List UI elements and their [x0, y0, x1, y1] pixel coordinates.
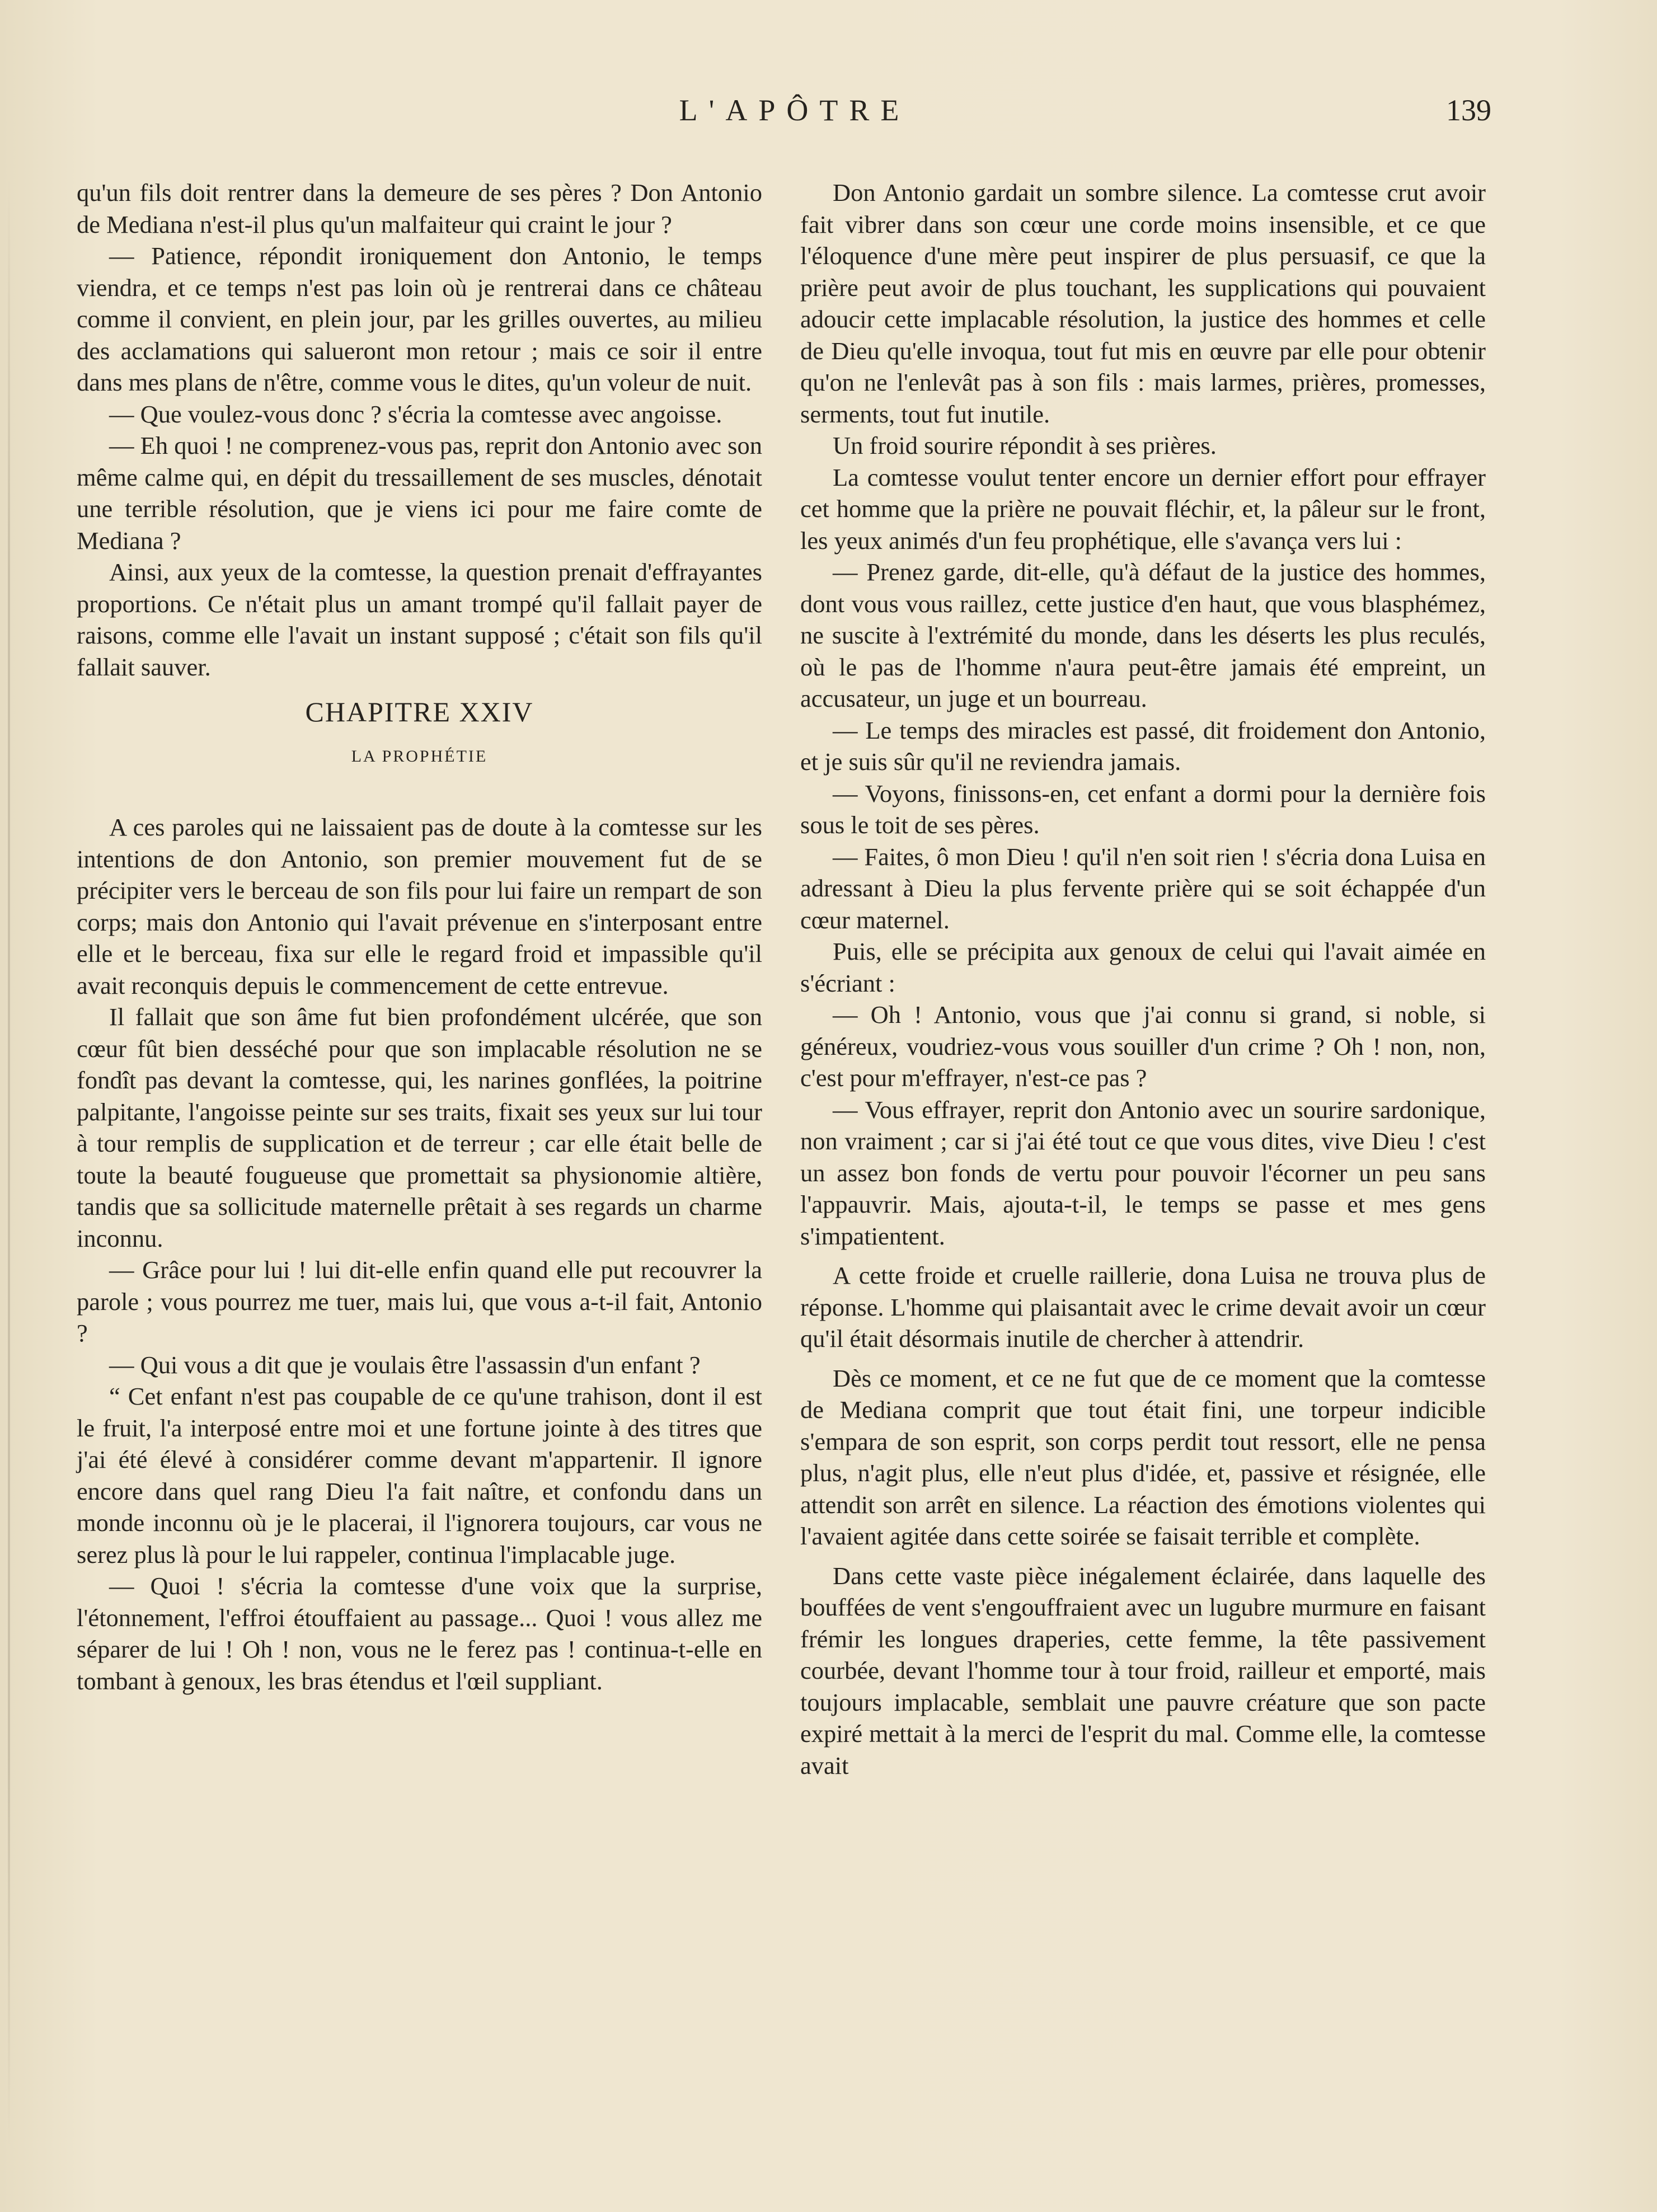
running-title: L'APÔTRE — [679, 93, 910, 127]
paragraph: Un froid sourire répondit à ses prières. — [833, 431, 1217, 459]
paragraph: — Oh ! Antonio, vous que j'ai connu si grand, si noble, si généreux, voudriez-vous vous souiller d'un crime ? Oh ! non, non, c'est pour m'effrayer, n'est-ce pas ? — [800, 1001, 1486, 1092]
paragraph: Dans cette vaste pièce inégalement éclairée, dans laquelle des bouffées de vent s'engouffraient avec un lugubre murmure en faisant frémir les longues draperies, cette femme, la tête passivement courbée, devant l'homme tour à tour froid, railleur et emporté, mais toujours implacable, semblait une pauvre créature que son pacte expiré mettait à la merci de l'esprit du mal. Comme elle, la comtesse avait — [800, 1561, 1486, 1779]
paragraph: — Patience, répondit ironiquement don Antonio, le temps viendra, et ce temps n'est pas loin où je rentrerai dans ce château comme il convient, en plein jour, par les grilles ouvertes, au milieu des acclamations qui salueront mon retour ; mais ce soir il entre dans mes plans de n'être, comme vous le dites, qu'un voleur de nuit. — [77, 242, 762, 396]
chapter-subtitle: LA PROPHÉTIE — [351, 747, 488, 765]
paragraph: Dès ce moment, et ce ne fut que de ce moment que la comtesse de Mediana comprit que tout était fini, une torpeur indicible s'empara de son esprit, son corps perdit tout ressort, elle ne pensa plus, n'agit plus, elle n'eut plus d'idée, et, passive et résignée, elle attendit son arrêt en silence. La réaction des émotions violentes qui l'avaient agitée dans cette soirée se faisait terrible et complète. — [800, 1364, 1486, 1550]
paragraph: Ainsi, aux yeux de la comtesse, la question prenait d'effrayantes proportions. Ce n'était plus un amant trompé qu'il fallait payer de raisons, comme elle l'avait un instant supposé ; c'était son fils qu'il fallait sauver. — [77, 558, 762, 681]
paragraph: — Eh quoi ! ne comprenez-vous pas, reprit don Antonio avec son même calme qui, en dépit du tressaillement de ses muscles, dénotait une terrible résolution, que je viens ici pour me faire comte de Mediana ? — [77, 431, 762, 555]
paragraph: — Que voulez-vous donc ? s'écria la comtesse avec angoisse. — [109, 400, 722, 428]
paragraph: Puis, elle se précipita aux genoux de celui qui l'avait aimée en s'écriant : — [800, 937, 1486, 997]
paragraph: “ Cet enfant n'est pas coupable de ce qu'une trahison, dont il est le fruit, l'a interposé entre moi et une fortune jointe à des titres que j'ai été élevé à considérer comme devant m'appartenir. Il ignore encore dans quel rang Dieu l'a fait naître, et confondu dans un monde inconnu où je le placerai, il l'ignorera toujours, car vous ne serez plus là pour le lui rappeler, continua l'implacable juge. — [77, 1382, 762, 1568]
left-column — [77, 177, 762, 1697]
paragraph: A ces paroles qui ne laissaient pas de doute à la comtesse sur les intentions de don Antonio, son premier mouvement fut de se précipiter vers le berceau de son fils pour lui faire un rempart de son corps; mais don Antonio qui l'avait prévenue en s'interposant entre elle et le berceau, fixa sur elle le regard froid et impassible qu'il avait reconquis depuis le commencement de cette entrevue. — [77, 813, 762, 999]
page-number: 139 — [1446, 93, 1491, 127]
paragraph: Don Antonio gardait un sombre silence. La comtesse crut avoir fait vibrer dans son cœur une corde moins insensible, et ce que l'éloquence d'une mère peut inspirer de plus persuasif, ce que la prière peut avoir de plus touchant, les supplications qui pouvaient adoucir cette implacable résolution, la justice des hommes et celle de Dieu qu'elle invoqua, tout fut mis en œuvre par elle pour obtenir qu'on ne l'enlevât pas à son fils : mais larmes, prières, promesses, serments, tout fut inutile. — [800, 179, 1486, 428]
paragraph: — Prenez garde, dit-elle, qu'à défaut de la justice des hommes, dont vous vous raillez, cette justice d'en haut, que vous blasphémez, ne suscite à l'extrémité du monde, dans les déserts les plus reculés, où le pas de l'homme n'aura peut-être jamais été empreint, un accusateur, un juge et un bourreau. — [800, 558, 1486, 712]
page-gutter-shadow — [8, 178, 10, 2148]
paragraph: La comtesse voulut tenter encore un dernier effort pour effrayer cet homme que la prière ne pouvait fléchir, et, la pâleur sur le front, les yeux animés d'un feu prophétique, elle s'avança vers lui : — [800, 463, 1486, 555]
chapter-title: CHAPITRE XXIV — [305, 696, 534, 727]
paragraph: Il fallait que son âme fut bien profondément ulcérée, que son cœur fût bien desséché pour que son implacable résolution ne se fondît pas devant la comtesse, qui, les narines gonflées, la poitrine palpitante, l'angoisse peinte sur ses traits, fixait ses yeux sur lui tour à tour remplis de supplication et de terreur ; car elle était belle de toute la beauté fougueuse que promettait sa physionomie altière, tandis que sa sollicitude maternelle prêtait à ses regards un charme inconnu. — [77, 1003, 762, 1252]
paragraph: — Qui vous a dit que je voulais être l'assassin d'un enfant ? — [109, 1350, 701, 1379]
paragraph: — Voyons, finissons-en, cet enfant a dormi pour la dernière fois sous le toit de ses pères. — [800, 779, 1486, 839]
paragraph: — Vous effrayer, reprit don Antonio avec un sourire sardonique, non vraiment ; car si j'ai été tout ce que vous dites, vive Dieu ! c'est un assez bon fonds de vertu pour pouvoir l'écorner un peu sans l'appauvrir. Mais, ajouta-t-il, le temps se passe et mes gens s'impatientent. — [800, 1095, 1486, 1250]
paragraph: qu'un fils doit rentrer dans la demeure de ses pères ? Don Antonio de Mediana n'est-il plus qu'un malfaiteur qui craint le jour ? — [77, 179, 762, 238]
paragraph: A cette froide et cruelle raillerie, dona Luisa ne trouva plus de réponse. L'homme qui plaisantait avec le crime devait avoir un cœur qu'il était désormais inutile de chercher à attendrir. — [800, 1261, 1486, 1352]
paragraph: — Faites, ô mon Dieu ! qu'il n'en soit rien ! s'écria dona Luisa en adressant à Dieu la plus fervente prière qui se soit échappée d'un cœur maternel. — [800, 842, 1486, 934]
paragraph: — Le temps des miracles est passé, dit froidement don Antonio, et je suis sûr qu'il ne reviendra jamais. — [800, 716, 1486, 776]
paragraph: — Grâce pour lui ! lui dit-elle enfin quand elle put recouvrer la parole ; vous pourrez me tuer, mais lui, que vous a-t-il fait, Antonio ? — [77, 1256, 762, 1347]
right-column — [800, 177, 1486, 1781]
paragraph: — Quoi ! s'écria la comtesse d'une voix que la surprise, l'étonnement, l'effroi étouffaient au passage... Quoi ! vous allez me séparer de lui ! Oh ! non, vous ne le ferez pas ! continua-t-elle en tombant à genoux, les bras étendus et l'œil suppliant. — [77, 1572, 762, 1695]
